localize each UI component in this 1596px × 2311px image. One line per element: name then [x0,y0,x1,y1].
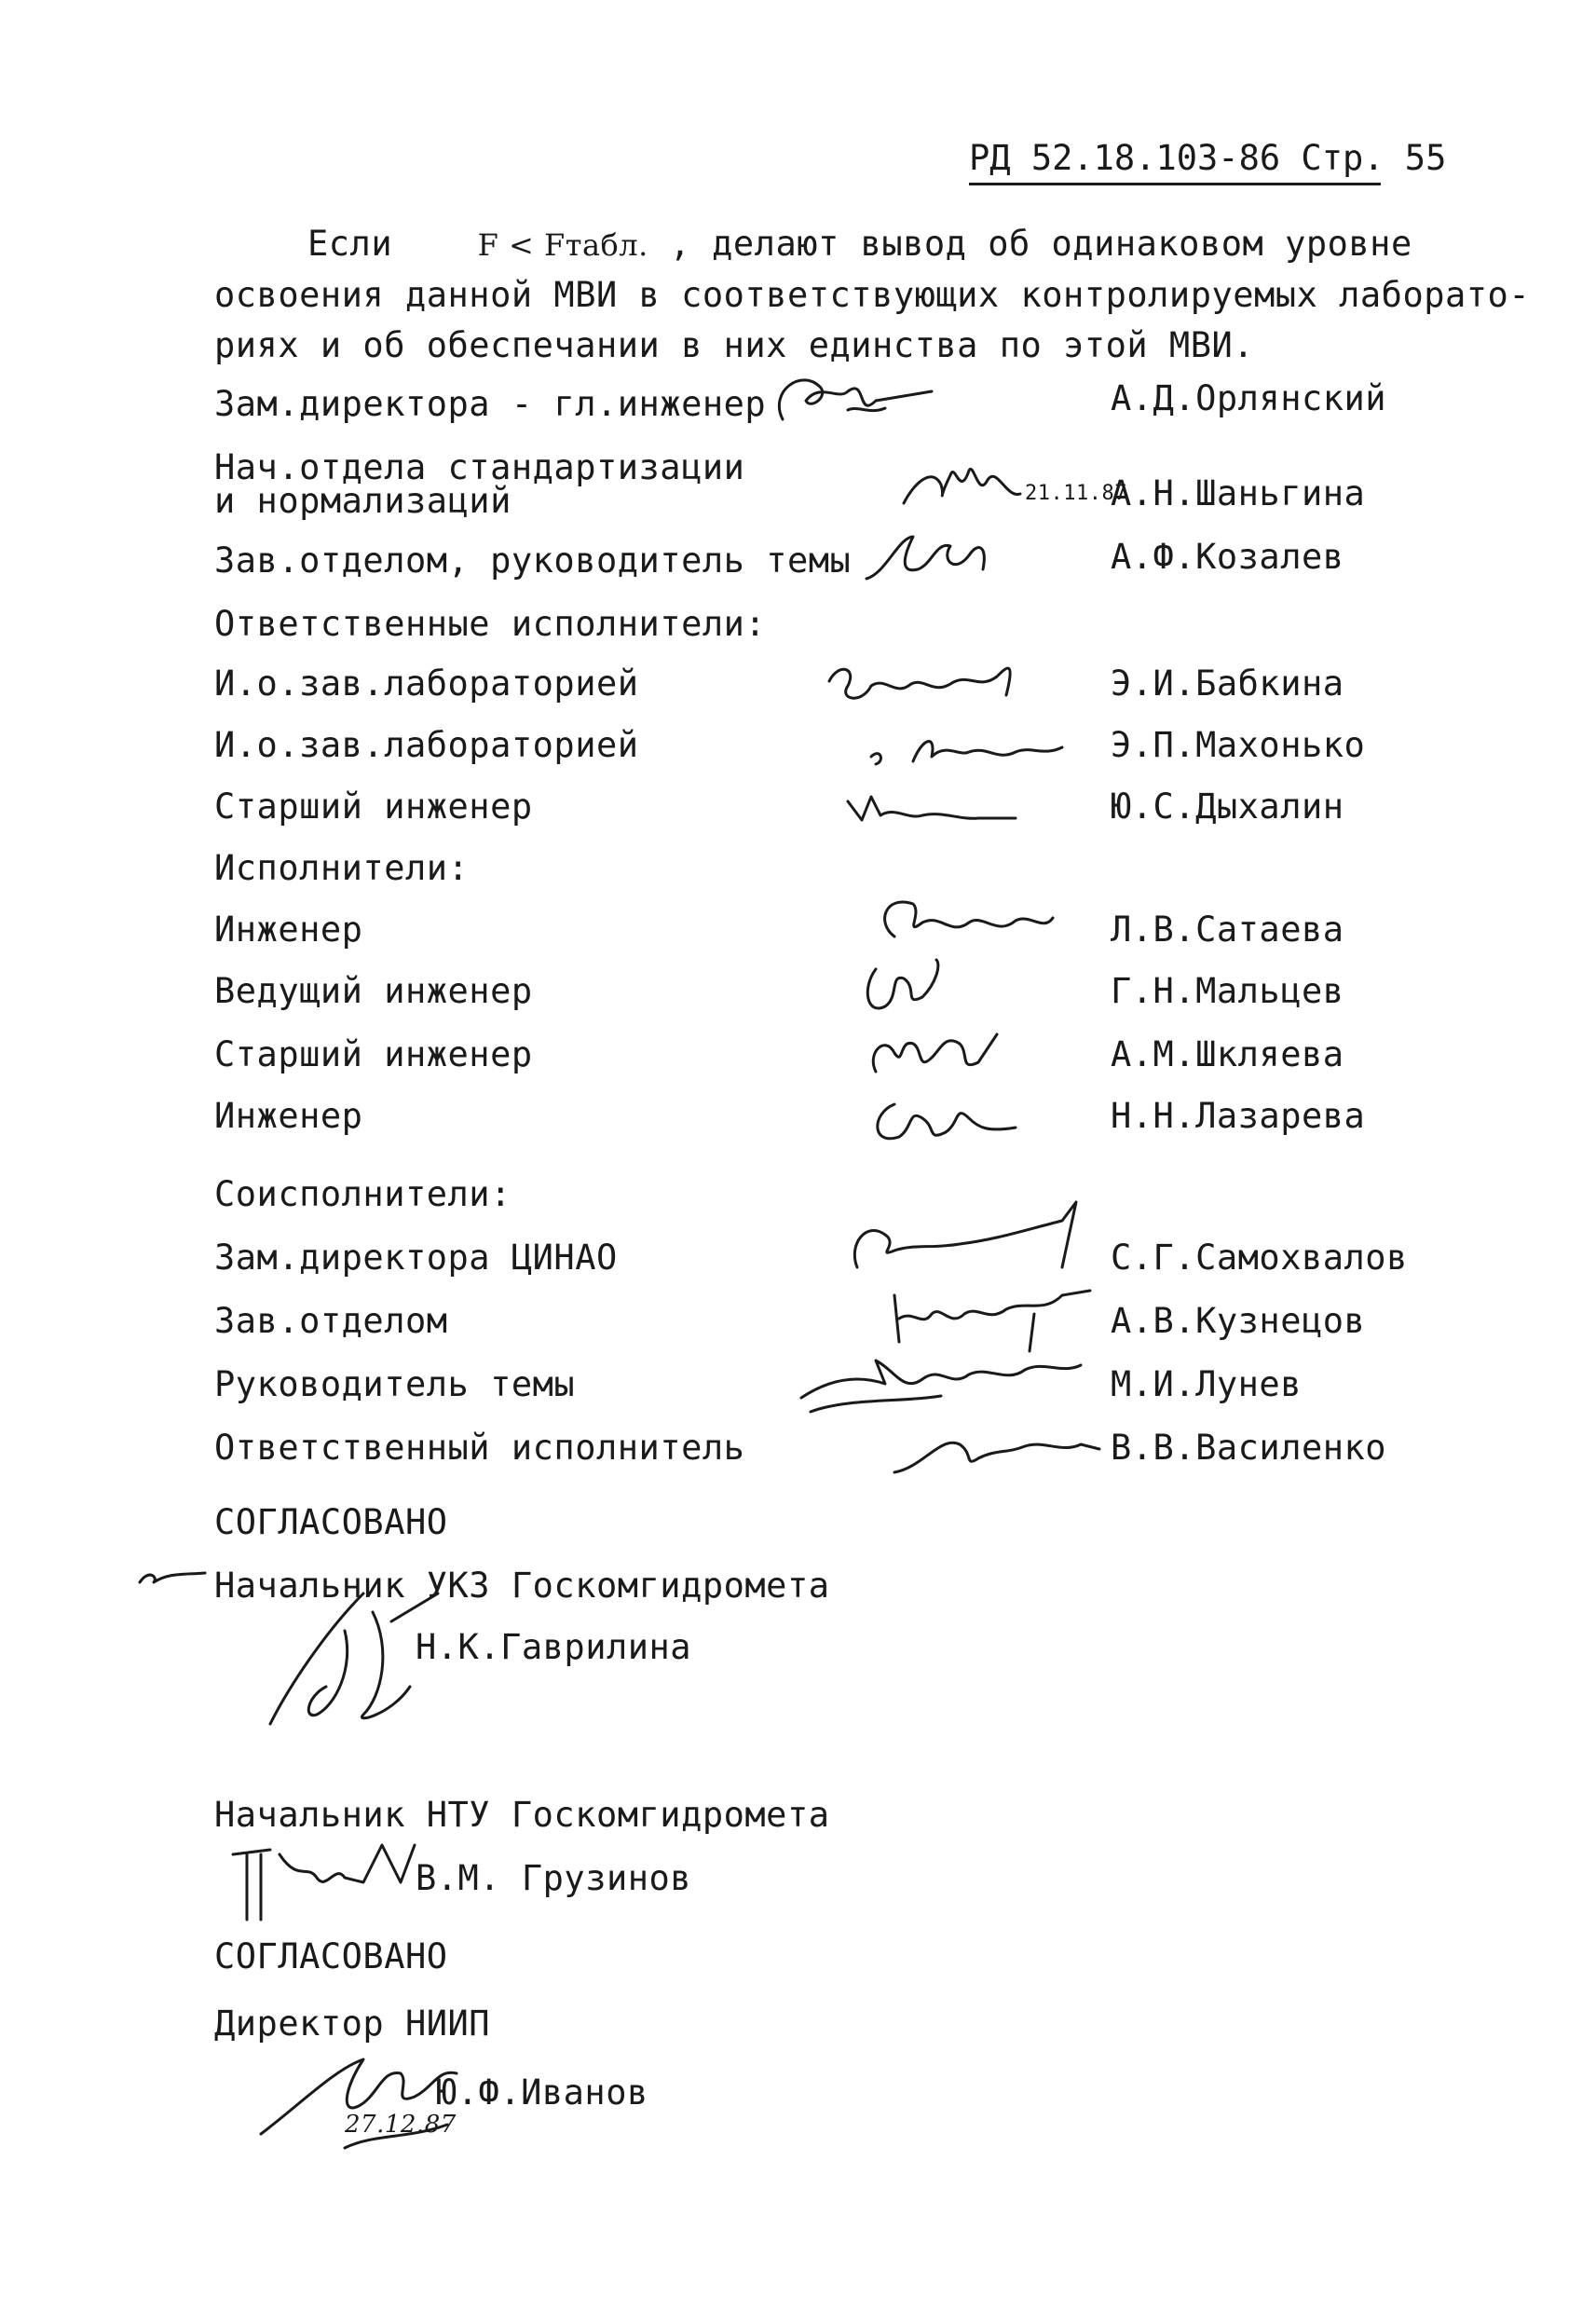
signature-kozalev [848,518,1006,593]
intro-formula: F < Fтабл. [477,227,648,263]
signature-shklyaeva [857,1016,1016,1090]
intro-if: Если [307,224,393,264]
intro-line-2: освоения данной МВИ в соответствующих контролируемых лаборато- [214,275,1531,315]
name-makhonko: Э.П.Махонько [1111,725,1366,765]
position-head-dept-2: Зав.отделом [214,1301,448,1341]
signature-gruzinov [214,1826,457,1938]
name-shklyaeva: А.М.Шкляева [1111,1034,1344,1074]
signature-samokhvalov [839,1193,1099,1286]
position-lab-head-1: И.о.зав.лабораторией [214,663,639,704]
name-maltsev: Г.Н.Мальцев [1111,971,1344,1011]
position-head-ukz: Начальник УКЗ Госкомгидромета [214,1566,830,1606]
name-gruzinov: В.М. Грузинов [416,1858,692,1898]
signature-ukz-mark [130,1554,214,1592]
position-deputy-director: Зам.директора - гл.инженер [214,384,767,424]
position-head-department: Зав.отделом, руководитель темы [214,540,852,581]
executors-heading: Исполнители: [214,848,470,888]
signature-gavrilina [252,1575,466,1743]
signature-dykhalin [839,783,1025,829]
responsible-heading: Ответственные исполнители: [214,604,767,644]
position-topic-lead: Руководитель темы [214,1364,576,1404]
name-shangina: А.Н.Шаньгина [1111,473,1366,513]
document-reference: РД 52.18.103-86 Стр. 55 [969,138,1447,178]
position-responsible-executor: Ответственный исполнитель [214,1428,745,1468]
position-senior-engineer-2: Старший инженер [214,1034,533,1074]
approved-label-2: СОГЛАСОВАНО [214,1936,448,1976]
name-lunev: М.И.Лунев [1111,1364,1302,1404]
position-head-standardization: Нач.отдела стандартизации [214,447,745,487]
name-babkina: Э.И.Бабкина [1111,663,1344,704]
signature-makhonko [857,719,1081,775]
coexecutors-heading: Соисполнители: [214,1174,512,1214]
name-kuznetsov: А.В.Кузнецов [1111,1301,1366,1341]
signature-sataeva [866,885,1062,960]
position-lead-engineer: Ведущий инженер [214,971,533,1011]
signature-date-2: 27.12.87 [345,2111,457,2139]
signature-date-1: 21.11.87 [1025,482,1127,505]
position-director-niip: Директор НИИП [214,2003,491,2044]
position-lab-head-2: И.о.зав.лабораторией [214,725,639,765]
signature-lazareva [857,1081,1034,1156]
approved-label-1: СОГЛАСОВАНО [214,1502,448,1542]
signature-orlyansky [764,363,950,438]
signature-shangina [894,447,1034,522]
name-dykhalin: Ю.С.Дыхалин [1111,786,1344,827]
header-underline [969,183,1381,185]
position-engineer-1: Инженер [214,909,363,950]
name-lazareva: Н.Н.Лазарева [1111,1096,1366,1136]
intro-line-1 [307,224,1412,266]
position-head-standardization-2: и нормализаций [214,481,512,521]
intro-line-3: риях и об обеспечании в них единства по этой МВИ. [214,325,1255,365]
position-deputy-director-cinao: Зам.директора ЦИНАО [214,1238,618,1278]
signature-babkina [820,649,1034,714]
name-samokhvalov: С.Г.Самохвалов [1111,1238,1408,1278]
name-gavrilina: Н.К.Гаврилина [416,1627,692,1667]
signature-ivanov [252,2031,494,2162]
name-kozalev: А.Ф.Козалев [1111,537,1344,577]
name-ivanov: Ю.Ф.Иванов [436,2072,648,2113]
position-head-ntu: Начальник НТУ Госкомгидромета [214,1795,830,1835]
name-orlyansky: А.Д.Орлянский [1111,378,1387,418]
signature-maltsev [848,950,960,1025]
name-sataeva: Л.В.Сатаева [1111,909,1344,950]
signature-vasilenko [885,1407,1109,1482]
intro-conclusion: , делают вывод об одинаковом уровне [669,224,1412,264]
name-vasilenko: В.В.Василенко [1111,1428,1387,1468]
position-engineer-2: Инженер [214,1096,363,1136]
position-senior-engineer-1: Старший инженер [214,786,533,827]
